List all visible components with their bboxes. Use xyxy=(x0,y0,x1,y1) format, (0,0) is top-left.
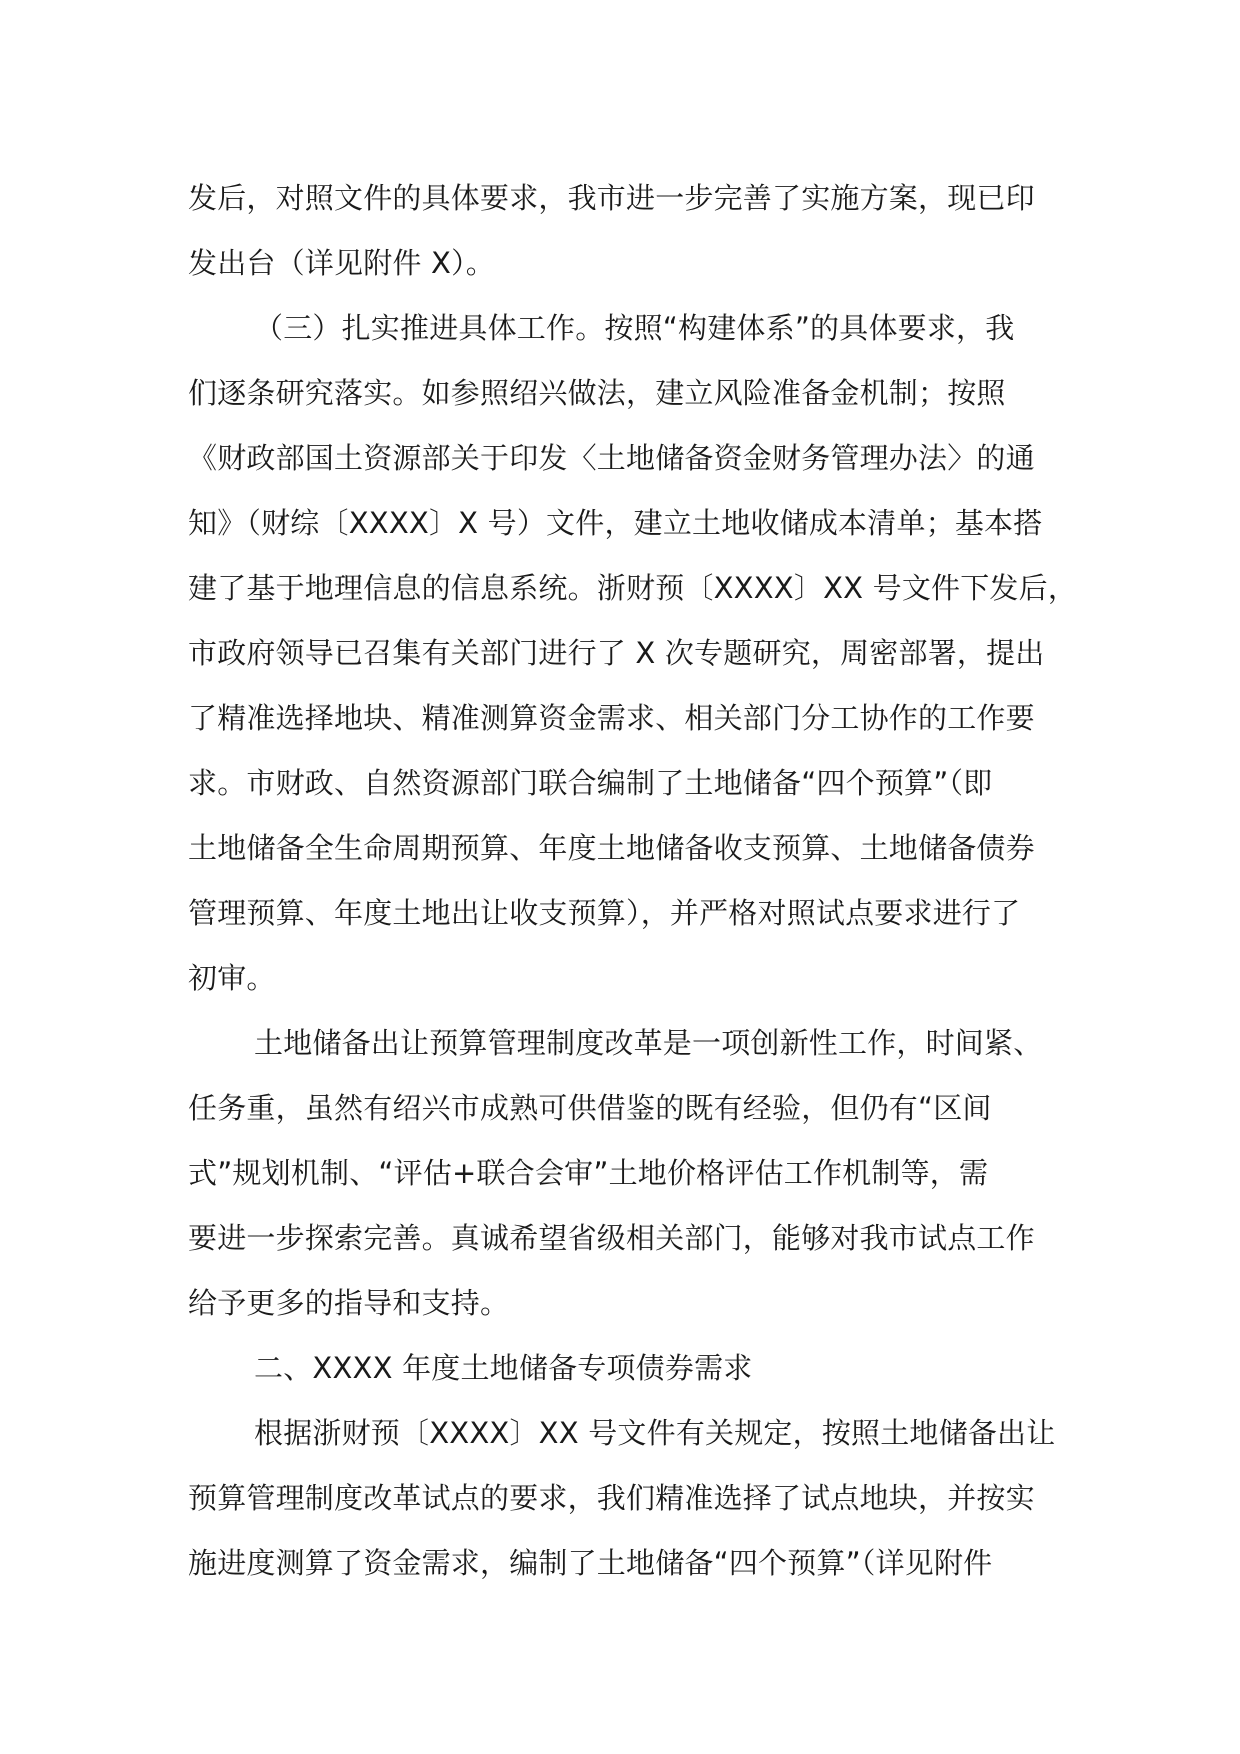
paragraph-line: 预算管理制度改革试点的要求，我们精准选择了试点地块，并按实 xyxy=(188,1481,1035,1515)
paragraph-line: 了精准选择地块、精准测算资金需求、相关部门分工协作的工作要 xyxy=(188,701,1035,735)
paragraph-line: 式”规划机制、“评估+联合会审”土地价格评估工作机制等，需 xyxy=(188,1156,989,1190)
paragraph-line: 们逐条研究落实。如参照绍兴做法，建立风险准备金机制；按照 xyxy=(188,376,1006,410)
paragraph-line: 土地储备全生命周期预算、年度土地储备收支预算、土地储备债券 xyxy=(188,831,1035,865)
document-body xyxy=(188,166,1078,1596)
section-three-heading-line: （三）扎实推进具体工作。按照“构建体系”的具体要求，我 xyxy=(254,311,1015,345)
paragraph-line: 任务重，虽然有绍兴市成熟可供借鉴的既有经验，但仍有“区间 xyxy=(188,1091,992,1125)
paragraph-line: 求。市财政、自然资源部门联合编制了土地储备“四个预算”（即 xyxy=(188,766,993,800)
paragraph-line: 初审。 xyxy=(188,961,276,995)
paragraph-line: 要进一步探索完善。真诚希望省级相关部门，能够对我市试点工作 xyxy=(188,1221,1035,1255)
paragraph-line: 土地储备出让预算管理制度改革是一项创新性工作，时间紧、 xyxy=(254,1026,1043,1060)
section-two-heading: 二、XXXX 年度土地储备专项债券需求 xyxy=(254,1351,753,1385)
paragraph-line: 发出台（详见附件 X）。 xyxy=(188,246,495,280)
paragraph-line: 知》（财综〔XXXX〕X 号）文件，建立土地收储成本清单；基本搭 xyxy=(188,506,1043,540)
paragraph-line: 管理预算、年度土地出让收支预算），并严格对照试点要求进行了 xyxy=(188,896,1021,930)
paragraph-line: 给予更多的指导和支持。 xyxy=(188,1286,510,1320)
paragraph-line: 建了基于地理信息的信息系统。浙财预〔XXXX〕XX 号文件下发后， xyxy=(188,571,1078,605)
paragraph-line: 发后，对照文件的具体要求，我市进一步完善了实施方案，现已印 xyxy=(188,181,1035,215)
paragraph-line: 施进度测算了资金需求，编制了土地储备“四个预算”（详见附件 xyxy=(188,1546,993,1580)
paragraph-line: 市政府领导已召集有关部门进行了 X 次专题研究，周密部署，提出 xyxy=(188,636,1045,670)
paragraph-line: 根据浙财预〔XXXX〕XX 号文件有关规定，按照土地储备出让 xyxy=(254,1416,1056,1450)
paragraph-line: 《财政部国土资源部关于印发〈土地储备资金财务管理办法〉的通 xyxy=(188,441,1035,475)
